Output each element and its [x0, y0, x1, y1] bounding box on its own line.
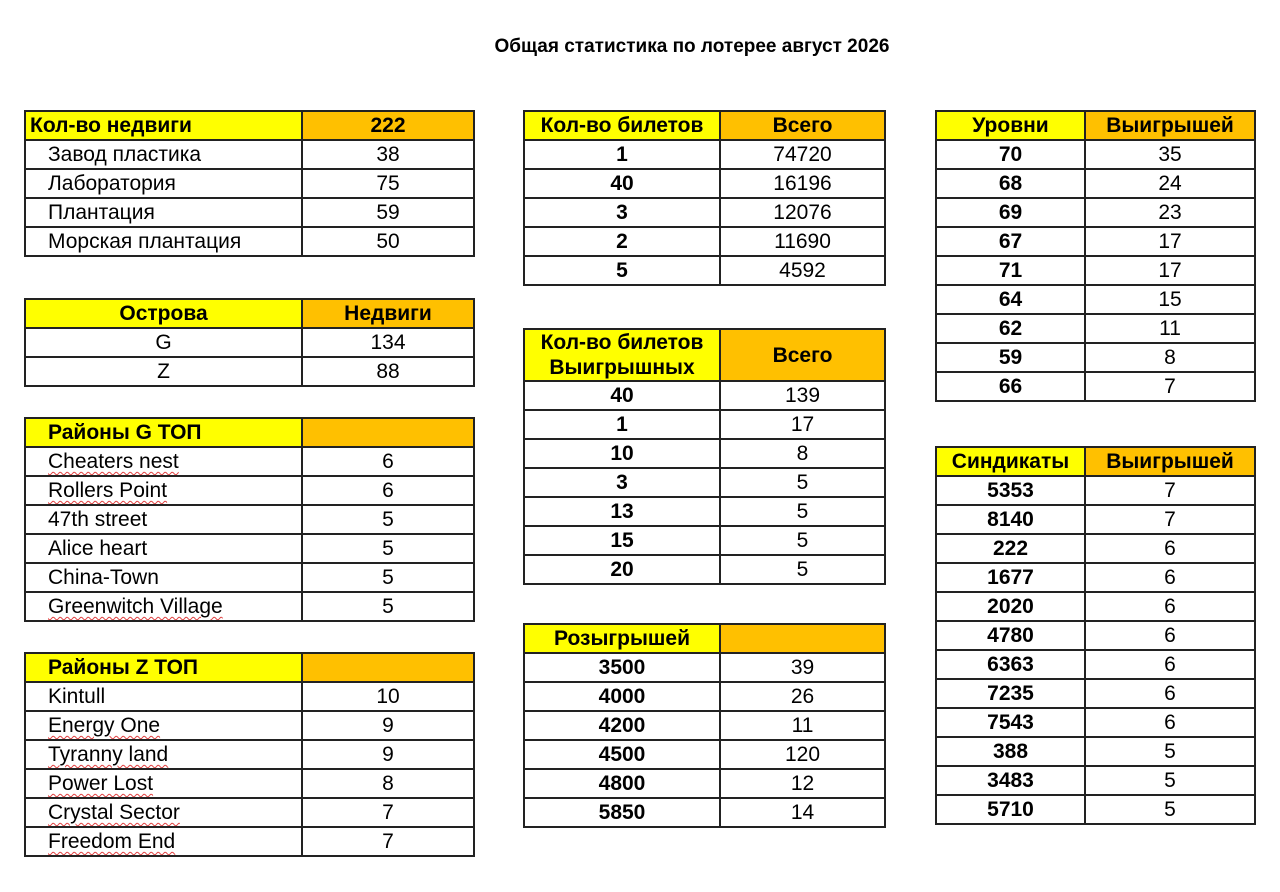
districts-g-header: Районы G ТОП — [25, 418, 302, 447]
syndicate-id: 5710 — [936, 795, 1085, 824]
districts-z-table — [24, 652, 475, 857]
winning-ticket-total: 5 — [720, 526, 885, 555]
syndicate-id: 8140 — [936, 505, 1085, 534]
syndicate-wins: 5 — [1085, 766, 1255, 795]
district-name: Alice heart — [48, 537, 148, 560]
level-wins: 8 — [1085, 343, 1255, 372]
winning-ticket-total: 5 — [720, 497, 885, 526]
property-table — [24, 110, 475, 257]
ticket-total: 74720 — [720, 140, 885, 169]
property-row-value: 50 — [302, 227, 474, 256]
district-value: 5 — [302, 534, 474, 563]
tickets-header-key: Кол-во билетов — [524, 111, 720, 140]
ticket-count: 5 — [524, 256, 720, 285]
tickets-header-value: Всего — [720, 111, 885, 140]
syndicate-id: 7235 — [936, 679, 1085, 708]
levels-header-key: Уровни — [936, 111, 1085, 140]
syndicate-wins: 6 — [1085, 708, 1255, 737]
winning-ticket-total: 5 — [720, 468, 885, 497]
district-name: Rollers Point — [48, 479, 168, 502]
tickets-table — [523, 110, 886, 286]
district-value: 10 — [302, 682, 474, 711]
districts-z-header: Районы Z ТОП — [25, 653, 302, 682]
district-name: Tyranny land — [48, 743, 169, 766]
draw-count: 26 — [720, 682, 885, 711]
district-name: Freedom End — [48, 830, 176, 853]
syndicate-wins: 5 — [1085, 795, 1255, 824]
level-wins: 11 — [1085, 314, 1255, 343]
syndicate-wins: 6 — [1085, 592, 1255, 621]
property-row-name: Завод пластика — [25, 140, 302, 169]
page-title: Общая статистика по лотерее август 2026 — [494, 36, 890, 57]
district-value: 5 — [302, 505, 474, 534]
island-value: 88 — [302, 357, 474, 386]
property-row-value: 75 — [302, 169, 474, 198]
winning-ticket-count: 1 — [524, 410, 720, 439]
districts-z-header-empty — [302, 653, 474, 682]
level-wins: 15 — [1085, 285, 1255, 314]
winning-ticket-count: 20 — [524, 555, 720, 584]
syndicate-wins: 6 — [1085, 650, 1255, 679]
level-wins: 17 — [1085, 256, 1255, 285]
syndicates-table — [935, 446, 1256, 825]
district-value: 9 — [302, 740, 474, 769]
draw-amount: 4800 — [524, 769, 720, 798]
districts-g-table — [24, 417, 475, 622]
syndicate-wins: 7 — [1085, 476, 1255, 505]
draw-amount: 3500 — [524, 653, 720, 682]
level-wins: 7 — [1085, 372, 1255, 401]
level-wins: 17 — [1085, 227, 1255, 256]
syndicate-id: 2020 — [936, 592, 1085, 621]
winning-ticket-count: 13 — [524, 497, 720, 526]
property-row-value: 59 — [302, 198, 474, 227]
level-wins: 23 — [1085, 198, 1255, 227]
ticket-count: 1 — [524, 140, 720, 169]
winning-tickets-header-key — [524, 329, 720, 381]
district-value: 8 — [302, 769, 474, 798]
district-name: Power Lost — [48, 772, 154, 795]
level: 70 — [936, 140, 1085, 169]
district-value: 5 — [302, 563, 474, 592]
syndicates-header-value: Выигрышей — [1085, 447, 1255, 476]
winning-tickets-header-line1: Кол-во билетов — [540, 331, 704, 354]
syndicates-header-key: Синдикаты — [936, 447, 1085, 476]
district-value: 6 — [302, 447, 474, 476]
island-name: Z — [25, 357, 302, 386]
draw-amount: 4000 — [524, 682, 720, 711]
syndicate-wins: 6 — [1085, 621, 1255, 650]
districts-g-header-empty — [302, 418, 474, 447]
level-wins: 24 — [1085, 169, 1255, 198]
draw-count: 11 — [720, 711, 885, 740]
level: 69 — [936, 198, 1085, 227]
district-value: 6 — [302, 476, 474, 505]
district-value: 7 — [302, 798, 474, 827]
district-name: China-Town — [48, 566, 159, 589]
syndicate-wins: 7 — [1085, 505, 1255, 534]
syndicate-wins: 6 — [1085, 563, 1255, 592]
draw-count: 120 — [720, 740, 885, 769]
level: 71 — [936, 256, 1085, 285]
ticket-count: 2 — [524, 227, 720, 256]
ticket-total: 12076 — [720, 198, 885, 227]
district-value: 9 — [302, 711, 474, 740]
winning-tickets-table — [523, 328, 886, 585]
district-name: Greenwitch Village — [48, 595, 223, 618]
winning-tickets-header-line2: Выигрышных — [549, 356, 695, 379]
property-row-name: Плантация — [25, 198, 302, 227]
level: 67 — [936, 227, 1085, 256]
syndicate-id: 6363 — [936, 650, 1085, 679]
winning-ticket-count: 40 — [524, 381, 720, 410]
islands-table — [24, 298, 475, 387]
island-value: 134 — [302, 328, 474, 357]
district-name: Crystal Sector — [48, 801, 180, 824]
draws-table — [523, 623, 886, 828]
draw-count: 12 — [720, 769, 885, 798]
district-name: Energy One — [48, 714, 161, 737]
property-row-value: 38 — [302, 140, 474, 169]
property-header-value: 222 — [302, 111, 474, 140]
draw-amount: 5850 — [524, 798, 720, 827]
draw-count: 14 — [720, 798, 885, 827]
winning-ticket-total: 8 — [720, 439, 885, 468]
draw-count: 39 — [720, 653, 885, 682]
islands-header-name: Острова — [25, 299, 302, 328]
winning-ticket-count: 10 — [524, 439, 720, 468]
syndicate-id: 7543 — [936, 708, 1085, 737]
syndicate-id: 388 — [936, 737, 1085, 766]
syndicate-wins: 6 — [1085, 679, 1255, 708]
ticket-count: 40 — [524, 169, 720, 198]
level: 59 — [936, 343, 1085, 372]
draws-header-empty — [720, 624, 885, 653]
property-row-name: Лаборатория — [25, 169, 302, 198]
syndicate-id: 3483 — [936, 766, 1085, 795]
level-wins: 35 — [1085, 140, 1255, 169]
draw-amount: 4200 — [524, 711, 720, 740]
syndicate-wins: 5 — [1085, 737, 1255, 766]
property-header-label: Кол-во недвиги — [25, 111, 302, 140]
winning-ticket-total: 139 — [720, 381, 885, 410]
district-name: 47th street — [48, 508, 148, 531]
level: 64 — [936, 285, 1085, 314]
district-value: 7 — [302, 827, 474, 856]
ticket-count: 3 — [524, 198, 720, 227]
syndicate-id: 5353 — [936, 476, 1085, 505]
syndicate-id: 222 — [936, 534, 1085, 563]
levels-table — [935, 110, 1256, 402]
district-name: Kintull — [48, 685, 106, 708]
syndicate-id: 4780 — [936, 621, 1085, 650]
ticket-total: 11690 — [720, 227, 885, 256]
ticket-total: 16196 — [720, 169, 885, 198]
winning-ticket-count: 3 — [524, 468, 720, 497]
winning-ticket-count: 15 — [524, 526, 720, 555]
draws-header: Розыгрышей — [524, 624, 720, 653]
draw-amount: 4500 — [524, 740, 720, 769]
islands-header-value: Недвиги — [302, 299, 474, 328]
property-row-name: Морская плантация — [25, 227, 302, 256]
syndicate-id: 1677 — [936, 563, 1085, 592]
syndicate-wins: 6 — [1085, 534, 1255, 563]
winning-ticket-total: 5 — [720, 555, 885, 584]
district-value: 5 — [302, 592, 474, 621]
level: 68 — [936, 169, 1085, 198]
level: 62 — [936, 314, 1085, 343]
winning-ticket-total: 17 — [720, 410, 885, 439]
island-name: G — [25, 328, 302, 357]
levels-header-value: Выигрышей — [1085, 111, 1255, 140]
winning-tickets-header-value: Всего — [720, 329, 885, 381]
ticket-total: 4592 — [720, 256, 885, 285]
district-name: Cheaters nest — [48, 450, 179, 473]
level: 66 — [936, 372, 1085, 401]
